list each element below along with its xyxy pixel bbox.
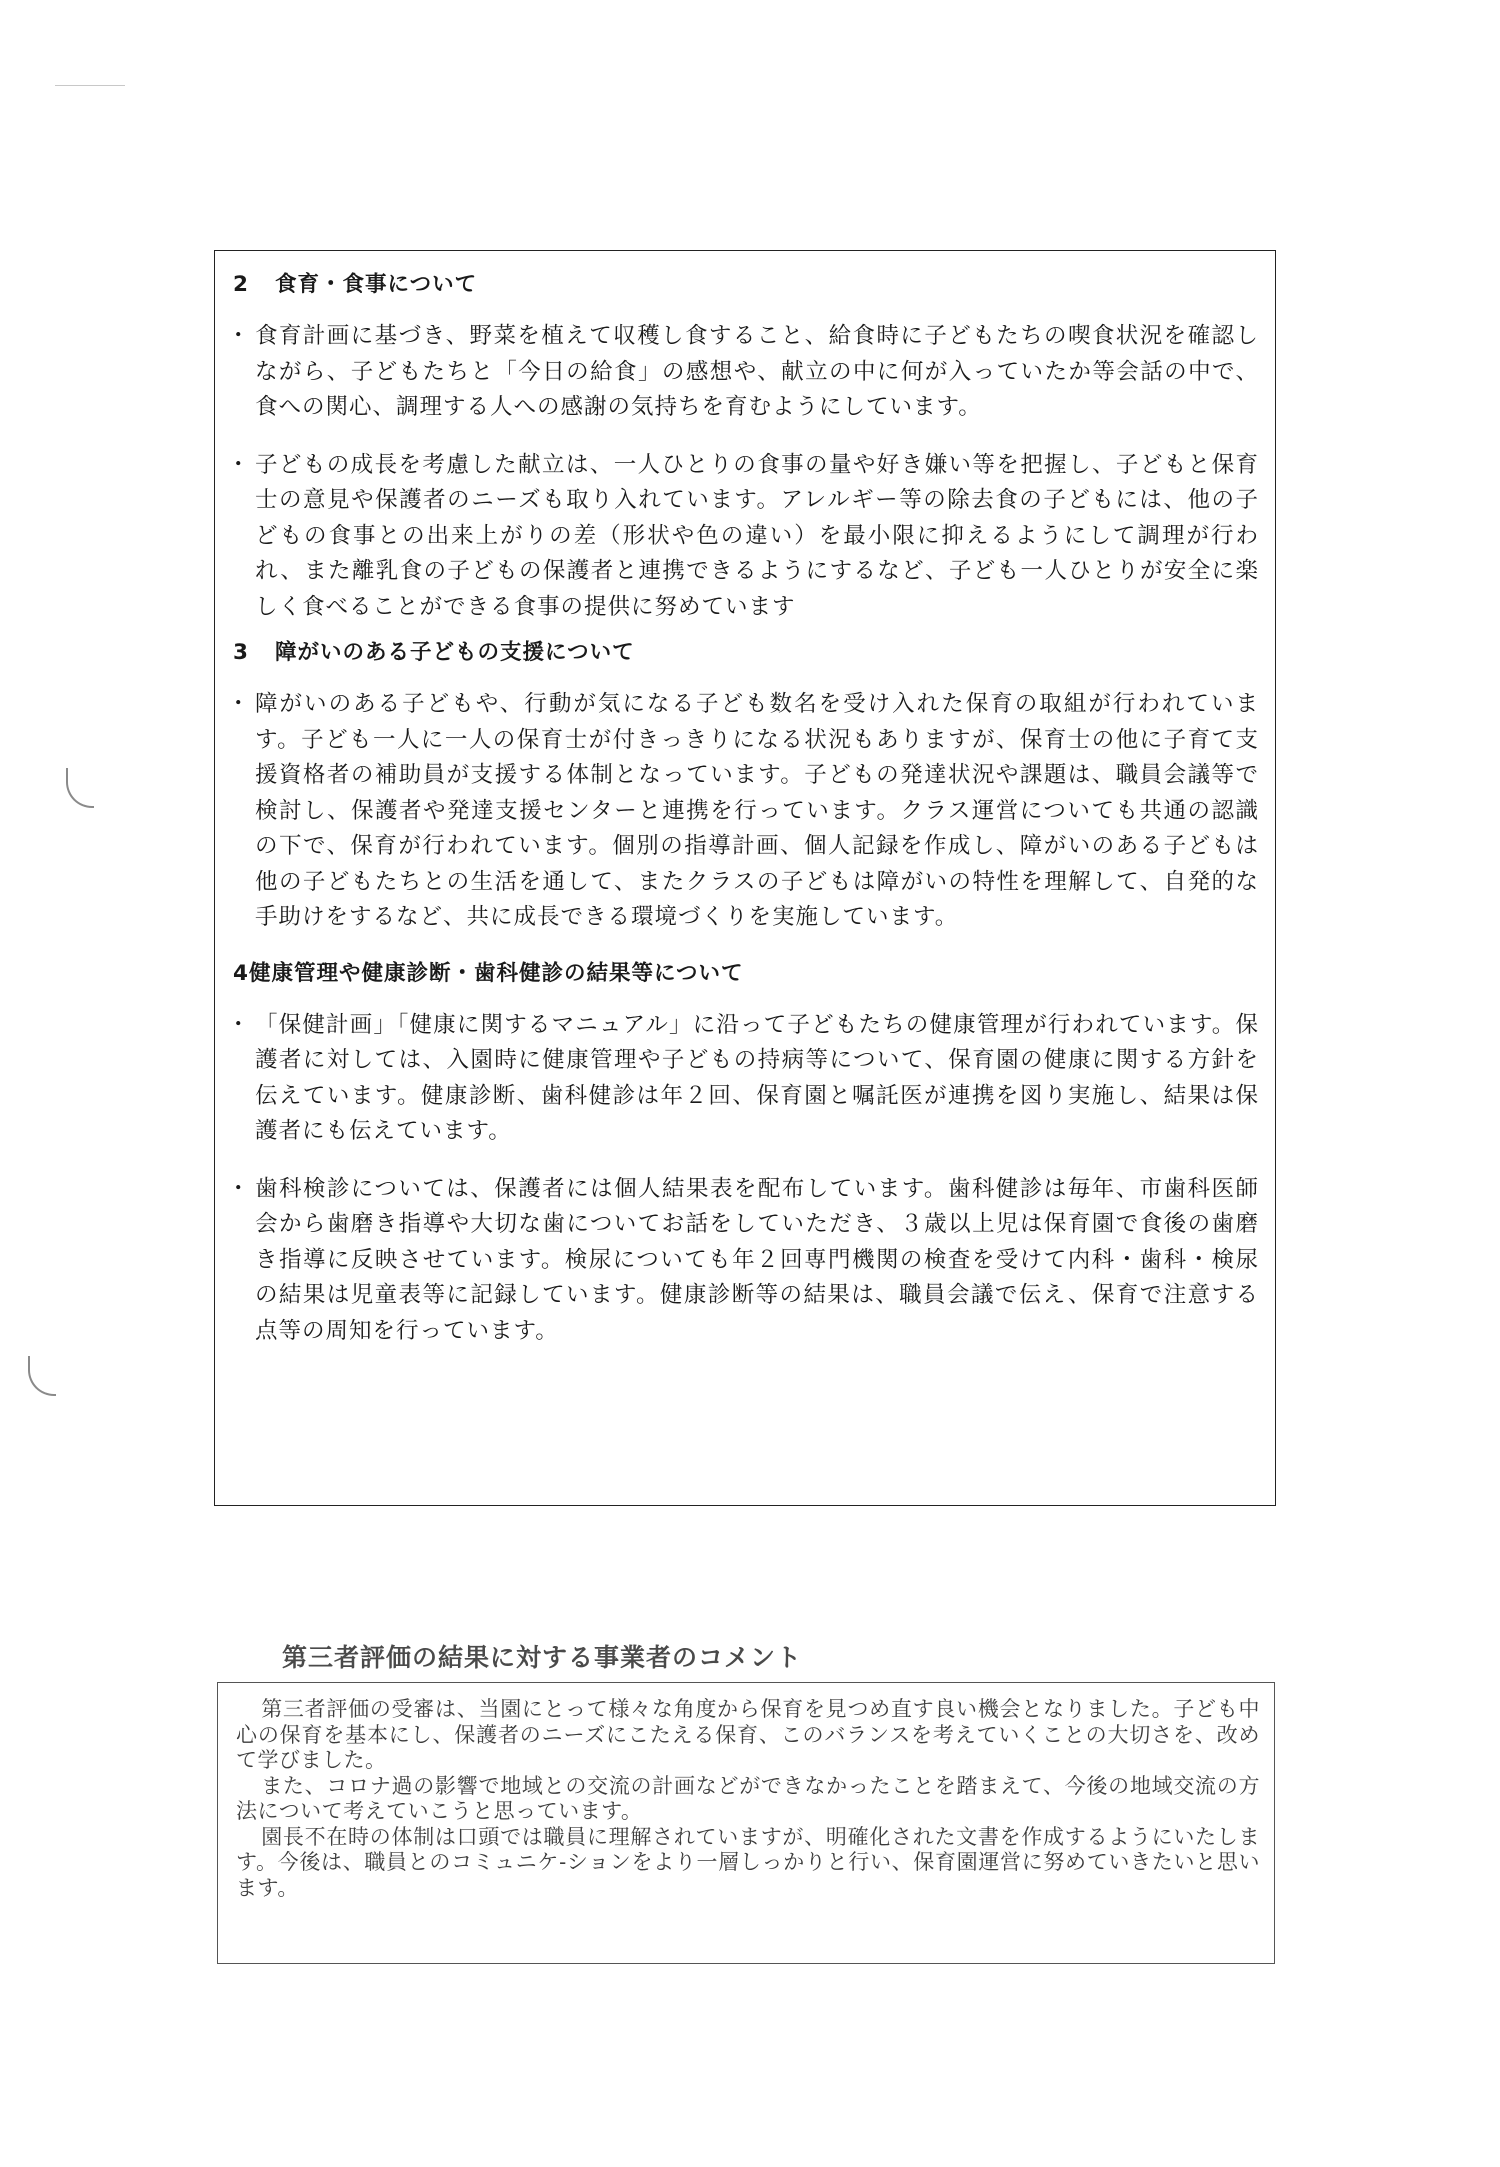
bullet-paragraph: ・ 障がいのある子どもや、行動が気になる子ども数名を受け入れた保育の取組が行われています。子ども一人に一人の保育士が付きっきりになる状況もありますが、保育士の他に子育て支援資格者の補助員が支援する体制となっています。子どもの発達状況や課題は、職員会議等で検討し、保護者や発達支援センターと連携を行っています。クラス運営についても共通の認識の下で、保育が行われています。個別の指導計画、個人記録を作成し、障がいのある子どもは他の子どもたちとの生活を通して、またクラスの子どもは障がいの特性を理解して、自発的な手助けをするなど、共に成長できる環境づくりを実施しています。 <box>233 687 1259 936</box>
section-heading-food-education: 2 食育・食事について <box>233 272 478 297</box>
section-heading-disability-support: 3 障がいのある子どもの支援について <box>233 640 635 665</box>
evaluation-details-box <box>214 250 1276 1506</box>
comment-paragraph: 園長不在時の体制は口頭では職員に理解されていますが、明確化された文書を作成するようにいたします。今後は、職員とのコミュニケ-ションをより一層しっかりと行い、保育園運営に努めていきたいと思います。 <box>236 1824 1260 1900</box>
comment-paragraph: 第三者評価の受審は、当園にとって様々な角度から保育を見つめ直す良い機会となりました。子ども中心の保育を基本にし、保護者のニーズにこたえる保育、このバランスを考えていくことの大切さを、改めて学びました。 <box>236 1697 1260 1772</box>
comment-paragraph: また、コロナ過の影響で地域との交流の計画などができなかったことを踏まえて、今後の地域交流の方法について考えていこうと思っています。 <box>236 1773 1260 1823</box>
scan-artifact-mark <box>66 768 94 808</box>
scan-artifact-line <box>55 85 125 86</box>
operator-comment-box <box>217 1682 1275 1964</box>
scan-artifact-mark <box>28 1356 56 1396</box>
bullet-paragraph: ・ 「保健計画」「健康に関するマニュアル」に沿って子どもたちの健康管理が行われています。保護者に対しては、入園時に健康管理や子どもの持病等について、保育園の健康に関する方針を伝えています。健康診断、歯科健診は年２回、保育園と嘱託医が連携を図り実施し、結果は保護者にも伝えています。 <box>233 1008 1259 1150</box>
bullet-paragraph: ・ 歯科検診については、保護者には個人結果表を配布しています。歯科健診は毎年、市歯科医師会から歯磨き指導や大切な歯についてお話をしていただき、３歳以上児は保育園で食後の歯磨き指導に反映させています。検尿についても年２回専門機関の検査を受けて内科・歯科・検尿の結果は児童表等に記録しています。健康診断等の結果は、職員会議で伝え、保育で注意する点等の周知を行っています。 <box>233 1172 1259 1350</box>
operator-comment-title: 第三者評価の結果に対する事業者のコメント <box>282 1643 803 1672</box>
bullet-paragraph: ・ 食育計画に基づき、野菜を植えて収穫し食すること、給食時に子どもたちの喫食状況を確認しながら、子どもたちと「今日の給食」の感想や、献立の中に何が入っていたか等会話の中で、食への関心、調理する人への感謝の気持ちを育むようにしています。 <box>233 319 1259 426</box>
bullet-paragraph: ・ 子どもの成長を考慮した献立は、一人ひとりの食事の量や好き嫌い等を把握し、子どもと保育士の意見や保護者のニーズも取り入れています。アレルギー等の除去食の子どもには、他の子どもの食事との出来上がりの差（形状や色の違い）を最小限に抑えるようにして調理が行われ、また離乳食の子どもの保護者と連携できるようにするなど、子ども一人ひとりが安全に楽しく食べることができる食事の提供に努めています <box>233 448 1259 626</box>
section-heading-health-management: 4健康管理や健康診断・歯科健診の結果等について <box>233 960 744 986</box>
